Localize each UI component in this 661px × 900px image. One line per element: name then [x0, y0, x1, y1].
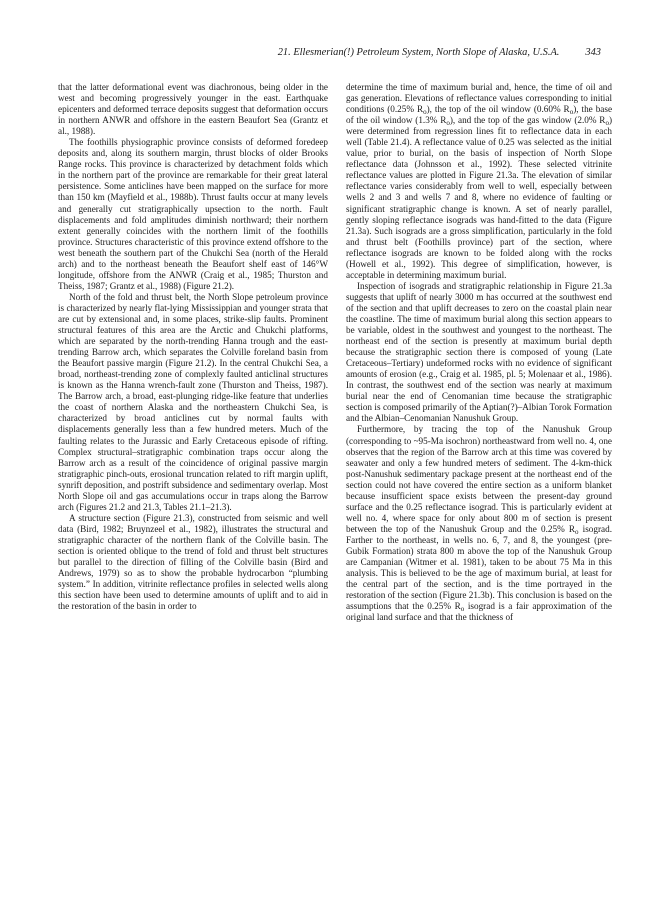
subscript-o: o — [575, 527, 579, 536]
paragraph-6: Inspection of isograds and stratigraphic relationship in Figure 21.3a suggests that uplift of nearly 3000 m has occurred at the southwest end of the section and that uplift decreases to zero on the coastal plain near the coastline. The time of maximum burial along this section appears to be variable, oldest in the southwest and youngest to the northeast. The northeast end of the section is presently at maximum burial depth because the stratigraphic section there is composed of young (Late Cretaceous–Tertiary) undeformed rocks with no evidence of significant amounts of erosion (e.g., Craig et al. 1985, pl. 5; Molenaar et al., 1986). In contrast, the southwest end of the section was nearly at maximum burial near the end of Cenomanian time because the stratigraphic section is composed primarily of the Aptian(?)–Albian Torok Formation and the Albian–Cenomanian Nanushuk Group. — [346, 280, 612, 424]
text-run: isograd is a fair approximation of the original land surface and that the thickness of — [346, 601, 612, 623]
subscript-o: o — [460, 605, 465, 614]
subscript-o: o — [446, 119, 450, 128]
running-title: 21. Ellesmerian(!) Petroleum System, North Slope of Alaska, U.S.A. — [277, 47, 560, 58]
paragraph-4: A structure section (Figure 21.3), constructed from seismic and well data (Bird, 1982; Bruynzeel et al., 1982), illustrates the structural and stratigraphic character of the northern flank of the Colville basin. The section is oriented oblique to the trend of fold and thrust belt structures but parallel to the direction of filling of the Colville basin (Bird and Andrews, 1979) so as to show the probable hydrocarbon “plumbing system.” In addition, vitrinite reflectance profiles in selected wells along this section have been used to determine amounts of uplift and to aid in the restoration of the basin in order to — [58, 512, 328, 612]
running-header — [230, 47, 601, 58]
paragraph-2: The foothills physiographic province consists of deformed foredeep deposits and, along its southern margin, thrust blocks of older Brooks Range rocks. This province is characterized by detachment folds which in the northern part of the province are remarkable for their great lateral persistence. Some anticlines have been mapped on the surface for more than 150 km (Mayfield et al., 1988b). Thrust faults occur at many levels and generally cut stratigraphically upsection to the north. Fault displacements and fold amplitudes diminish northward; their northern extent generally coincides with the northern limit of the foothills province. Structures characteristic of this province extend offshore to the west beneath the southern part of the Chukchi Sea (north of the Herald arch) and to the northeast beneath the Beaufort shelf east of 146°W longitude, offshore from the ANWR (Craig et al., 1985; Thurston and Theiss, 1987; Grantz et al., 1988) (Figure 21.2). — [58, 137, 328, 291]
right-column — [346, 82, 612, 623]
text-run: isograd. Farther to the northeast, in wells no. 6, 7, and 8, the youngest (pre-Gubik Formation) strata 800 m above the top of the Nanushuk Group are Campanian (Witmer et al. 1981), taken to be about 75 Ma in this analysis. This is believed to be the age of maximum burial, at least for the central part of the section, and is the time portrayed in the restoration of the section (Figure 21.3b). This conclusion is based on the assumptions that the 0.25% R — [346, 523, 612, 612]
paragraph-1: that the latter deformational event was diachronous, being older in the west and becoming progressively younger in the east. Earthquake epicenters and deformed terrace deposits suggest that deformation occurs in northern ANWR and offshore in the eastern Beaufort Sea (Grantz et al., 1988). — [58, 82, 328, 137]
left-column — [58, 82, 328, 612]
text-run: ), and the top of the gas window (2.0% R — [449, 115, 606, 126]
paragraph-5 — [346, 82, 612, 281]
subscript-o: o — [423, 108, 427, 117]
text-run: ), the base of the oil window (1.3% R — [346, 104, 613, 126]
text-run: determine the time of maximum burial and, hence, the time of oil and gas generation. Elevations of reflectance values corresponding to initial conditions (0.25% R — [346, 82, 612, 115]
paragraph-3: North of the fold and thrust belt, the North Slope petroleum province is characterized by nearly flat-lying Mississippian and younger strata that are cut by extensional and, in some places, strike-slip faults. Prominent structural features of this area are the Arctic and Chukchi platforms, which are separated by the north-trending Hanna trough and the east-trending Barrow arch, which separates the Colville foreland basin from the Beaufort passive margin (Figure 21.2). In the central Chukchi Sea, a broad, northeast-trending zone of complexly faulted anticlinal structures is known as the Hanna wrench-fault zone (Thurston and Theiss, 1987). The Barrow arch, a broad, east-plunging ridge-like feature that underlies the coast of northern Alaska and the northeastern Chukchi Sea, is characterized by broad anticlines cut by normal faults with displacements generally less than a few hundred meters. Much of the faulting relates to the Jurassic and Early Cretaceous episode of rifting. Complex structural–stratigraphic combination traps occur along the Barrow arch as a result of the coincidence of original passive margin stratigraphic pinch-outs, erosional truncation related to rift margin uplift, synrift deposition, and postrift subsidence and sedimentary overlap. Most North Slope oil and gas accumulations occur in traps along the Barrow arch (Figures 21.2 and 21.3, Tables 21.1–21.3). — [58, 291, 328, 512]
subscript-o: o — [569, 108, 574, 117]
text-run: Furthermore, by tracing the top of the Nanushuk Group (corresponding to ~95-Ma isochron) northeastward from well no. 4, one observes that the region of the Barrow arch at this time was covered by seawater and only a few hundred meters of sediment. The 4-km-thick post-Nanushuk sedimentary package present at the northeast end of the section could not have covered the entire section as a uniform blanket because insufficient space exists between the present-day ground surface and the 0.25 reflectance isograd. This is particularly evident at well no. 4, where space for only about 800 m of section is present between the top of the Nanushuk Group and the 0.25% R — [346, 424, 612, 534]
text-run: ) were determined from regression lines fit to reflectance data in each well (Table 21.4). A reflectance value of 0.25 was selected as the initial value, prior to burial, on the basis of inspection of North Slope reflectance data (Johnsson et al., 1992). These selected vitrinite reflectance values are plotted in Figure 21.3a. The elevation of similar reflectance varies considerably from well to well, especially between wells 2 and 3 and wells 7 and 8, where no evidence of faulting or significant stratigraphic change is known. A set of nearly parallel, gently sloping reflectance isograds was hand-fitted to the data (Figure 21.3a). Such isograds are a gross simplification, particularly in the fold and thrust belt (Foothills province) part of the section, where reflectance isograds are known to be folded along with the rocks (Howell et al., 1992). This degree of simplification, however, is acceptable in determining maximum burial. — [346, 115, 612, 280]
paragraph-7 — [346, 424, 612, 623]
subscript-o: o — [605, 119, 609, 128]
page-number: 343 — [585, 47, 601, 58]
text-run: ), the top of the oil window (0.60% R — [426, 104, 570, 115]
